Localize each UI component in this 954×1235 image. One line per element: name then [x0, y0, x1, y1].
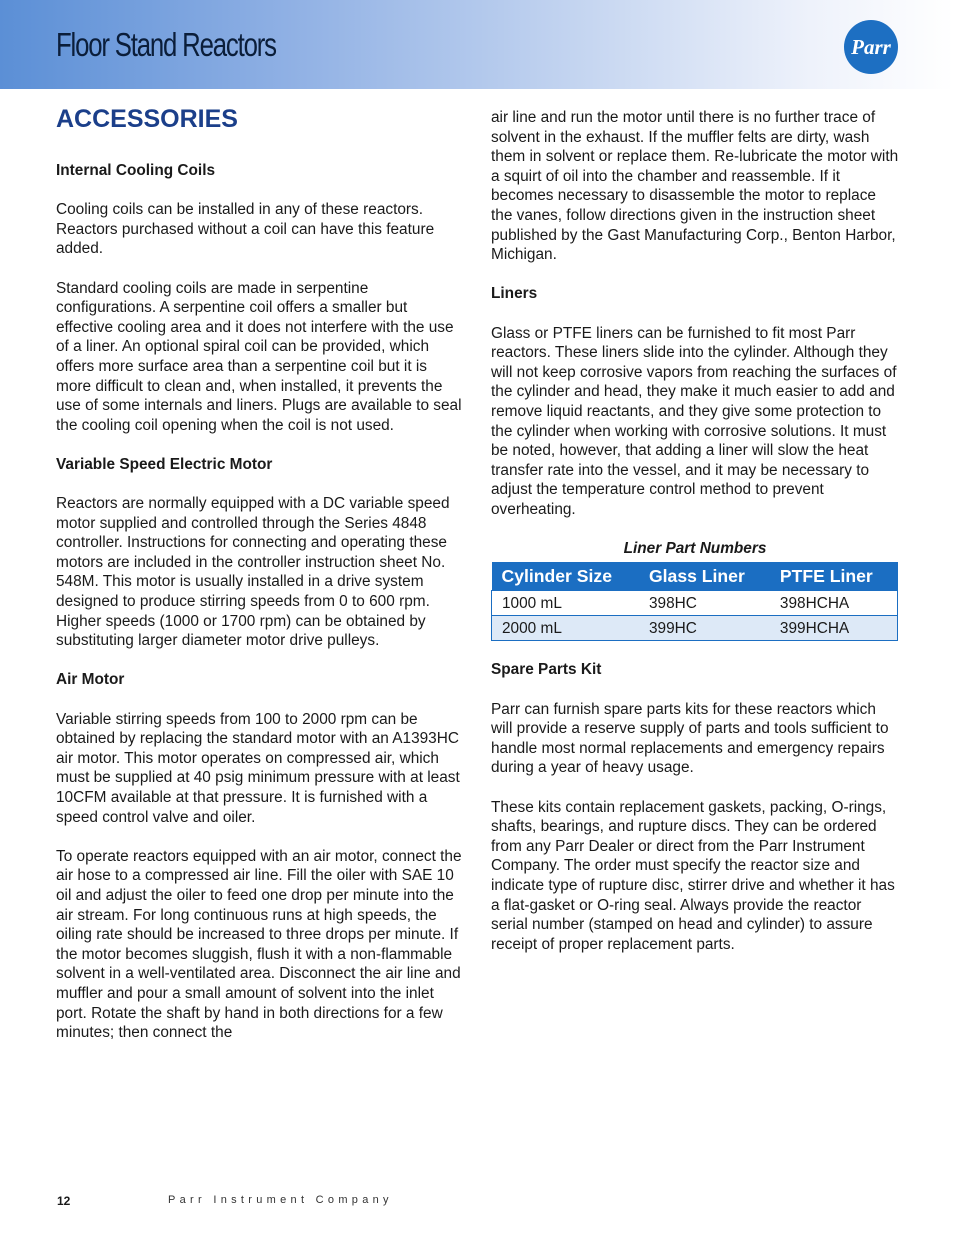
cooling-coils-heading: Internal Cooling Coils	[56, 162, 216, 179]
column-header: PTFE Liner	[770, 562, 898, 591]
table-row	[492, 616, 898, 641]
page-title: Floor Stand Reactors	[56, 26, 276, 63]
spare-parts-paragraph-1: Parr can furnish spare parts kits for these reactors which will provide a reserve supply of parts and tools sufficient to handle most normal replacements and emergency repairs during a year of heavy usage.	[491, 700, 889, 777]
table-cell: 399HCHA	[770, 616, 898, 641]
electric-motor-paragraph: Reactors are normally equipped with a DC variable speed motor supplied and controlled through the Series 4848 controller. Instructions for connecting and operating these motors are included in the controller instruction sheet No. 548M. This motor is usually installed in a drive system designed to produce stirring speeds from 0 to 600 rpm. Higher speeds (1000 or 1700 rpm) can be obtained by substituting larger diameter motor drive pulleys.	[56, 495, 450, 650]
left-column	[56, 104, 466, 1062]
liners-heading: Liners	[491, 285, 538, 303]
page-header	[0, 0, 954, 89]
spare-parts-paragraph-2: These kits contain replacement gaskets, packing, O-rings, shafts, bearings, and rupture discs. They can be ordered from any Parr Dealer or direct from the Parr Instrument Company. The order must specify the reactor size and indicate type of rupture disc, stirrer drive and whether it has a flat-gasket or O-ring seal. Always provide the reactor serial number (stamped on head and cylinder) to assure receipt of proper replacement parts.	[491, 798, 895, 953]
table-row	[492, 591, 898, 616]
footer-company: Parr Instrument Company	[168, 1194, 393, 1206]
right-column	[491, 108, 899, 974]
table-header-row	[492, 562, 898, 591]
table-cell: 2000 mL	[492, 616, 639, 641]
page-number: 12	[57, 1194, 71, 1208]
air-motor-heading: Air Motor	[56, 671, 125, 689]
table-cell: 398HC	[639, 591, 770, 616]
table-caption: Liner Part Numbers	[623, 540, 767, 558]
parr-logo	[844, 20, 898, 74]
air-motor-paragraph-1: Variable stirring speeds from 100 to 2000 rpm can be obtained by replacing the standard motor with an A1393HC air motor. This motor operates on compressed air, which must be supplied at 40 psig minimum pressure with at least 10CFM available at that pressure. It is furnished with a speed control valve and oiler.	[56, 710, 460, 826]
table-cell: 1000 mL	[492, 591, 639, 616]
liners-paragraph: Glass or PTFE liners can be furnished to fit most Parr reactors. These liners slide into the cylinder. Although they will not keep corrosive vapors from reaching the surfaces of the cylinder and head, they make it much easier to add and remove liquid reactants, and they give some protection to the cylinder when working with corrosive solutions. It must be noted, however, that adding a liner will slow the heat transfer rate into the vessel, and it may be necessary to adjust the temperature control method to prevent overheating.	[491, 324, 897, 518]
logo-text: Parr	[851, 34, 891, 59]
spare-parts-heading: Spare Parts Kit	[491, 661, 602, 679]
air-motor-paragraph-2: To operate reactors equipped with an air motor, connect the air hose to a compressed air line. Fill the oiler with SAE 10 oil and adjust the oiler to feed one drop per minute into the air stream. For long continuous runs at high speeds, the oiling rate should be increased to three drops per minute. If the motor becomes sluggish, flush it with a non-flammable solvent in a well-ventilated area. Disconnect the air line and muffler and pour a small amount of solvent into the inlet port. Rotate the shaft by hand in both directions for a few minutes; then connect the	[56, 847, 462, 1042]
section-heading: ACCESSORIES	[56, 105, 238, 133]
air-motor-continued: air line and run the motor until there is no further trace of solvent in the exhaust. If the muffler felts are dirty, wash them in solvent or replace them. Re-lubricate the motor with a squirt of oil into the chamber and reassemble. If it becomes necessary to disassemble the motor to replace the vanes, follow directions given in the instruction sheet published by the Gast Manufacturing Corp., Benton Harbor, Michigan.	[491, 109, 899, 264]
liner-parts-table	[491, 562, 898, 641]
electric-motor-heading: Variable Speed Electric Motor	[56, 455, 273, 473]
cooling-coils-paragraph-2: Standard cooling coils are made in serpentine configurations. A serpentine coil offers a smaller but effective cooling area and it does not interfere with the use of a liner. An optional spiral coil can be provided, which offers more surface area than a serpentine coil but it is more difficult to clean and, when installed, it prevents the use of some internals and liners. Plugs are available to seal the cooling coil opening when the coil is not used.	[56, 279, 462, 434]
table-cell: 398HCHA	[770, 591, 898, 616]
cooling-coils-paragraph-1: Cooling coils can be installed in any of these reactors. Reactors purchased without a coil can have this feature added.	[56, 201, 435, 258]
column-header: Cylinder Size	[492, 562, 639, 591]
table-cell: 399HC	[639, 616, 770, 641]
column-header: Glass Liner	[639, 562, 770, 591]
